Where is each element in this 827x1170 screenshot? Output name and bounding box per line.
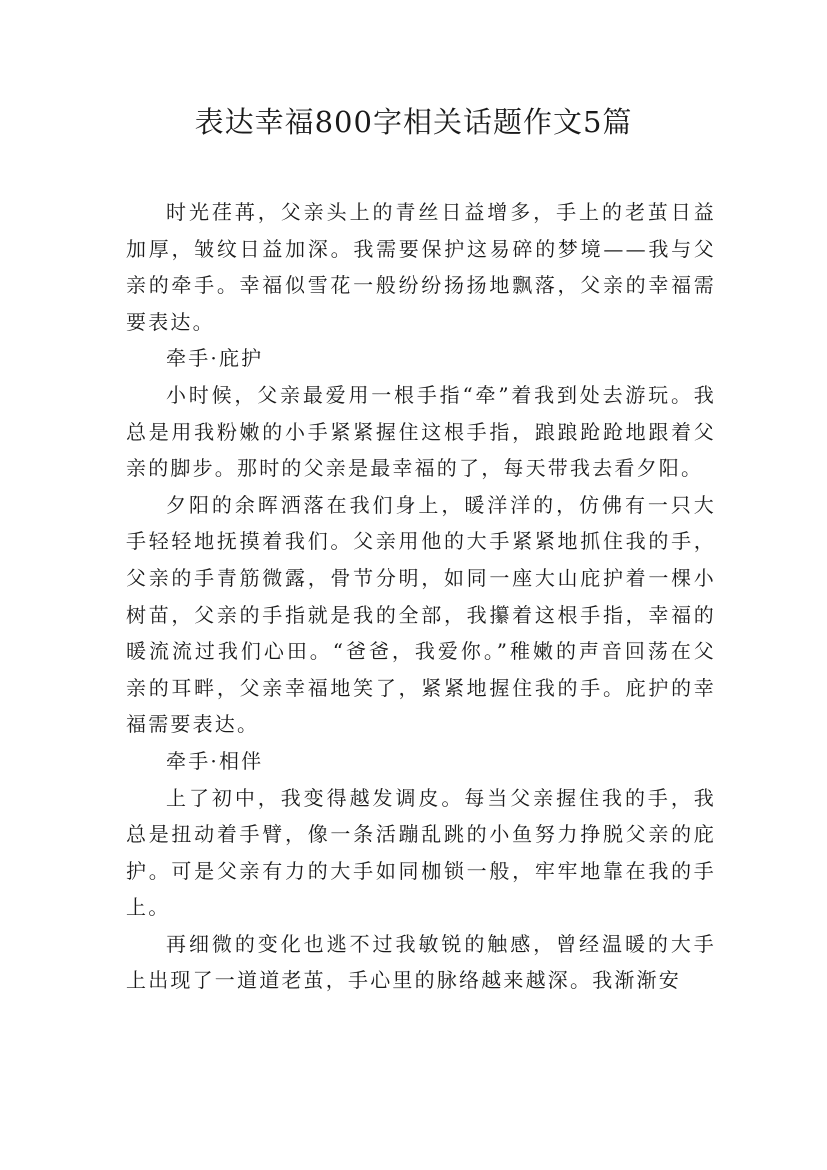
document-title: 表达幸福800字相关话题作文5篇 [194,105,633,139]
paragraph: 再细微的变化也逃不过我敏锐的触感，曾经温暖的大手上出现了一道道老茧，手心里的脉络越来越深。我渐渐安 [126,931,716,993]
document-body [126,194,716,999]
paragraph: 小时候，父亲最爱用一根手指“牵”着我到处去游玩。我总是用我粉嫩的小手紧紧握住这根手指，踉踉跄跄地跟着父亲的脚步。那时的父亲是最幸福的了，每天带我去看夕阳。 [126,382,716,481]
section-heading: 牵手·庇护 [166,346,264,371]
section-heading: 牵手·相伴 [166,748,264,773]
paragraph: 上了初中，我变得越发调皮。每当父亲握住我的手，我总是扭动着手臂，像一条活蹦乱跳的小鱼努力挣脱父亲的庇护。可是父亲有力的大手如同枷锁一般，牢牢地靠在我的手上。 [126,785,716,920]
paragraph: 时光荏苒，父亲头上的青丝日益增多，手上的老茧日益加厚，皱纹日益加深。我需要保护这易碎的梦境——我与父亲的牵手。幸福似雪花一般纷纷扬扬地飘落，父亲的幸福需要表达。 [126,200,716,334]
paragraph: 夕阳的余晖洒落在我们身上，暖洋洋的，仿佛有一只大手轻轻地抚摸着我们。父亲用他的大手紧紧地抓住我的手，父亲的手青筋微露，骨节分明，如同一座大山庇护着一棵小树苗，父亲的手指就是我的全部，我攥着这根手指，幸福的暖流流过我们心田。“爸爸，我爱你。”稚嫩的声音回荡在父亲的耳畔，父亲幸福地笑了，紧紧地握住我的手。庇护的幸福需要表达。 [126,492,716,737]
